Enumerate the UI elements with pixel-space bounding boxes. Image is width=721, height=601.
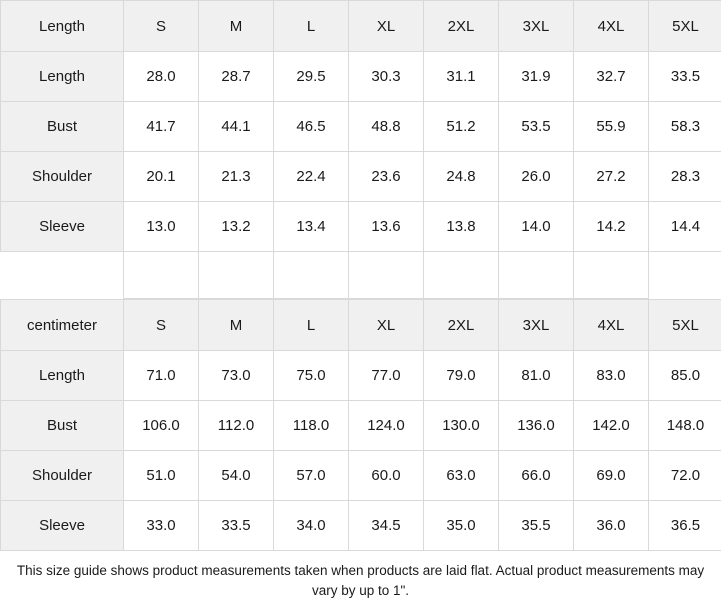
cell: 46.5: [274, 102, 349, 152]
cell: 14.4: [649, 202, 721, 252]
cell: 136.0: [499, 401, 574, 451]
spacer-cell: [124, 252, 199, 299]
table-header-row: [1, 300, 721, 351]
column-header-5xl: 5XL: [649, 300, 721, 351]
row-label: Sleeve: [1, 202, 124, 252]
spacer-cell: [649, 252, 721, 299]
cell: 34.5: [349, 501, 424, 551]
cell: 142.0: [574, 401, 649, 451]
cell: 36.0: [574, 501, 649, 551]
column-header-l: L: [274, 1, 349, 52]
column-header-2xl: 2XL: [424, 1, 499, 52]
cell: 27.2: [574, 152, 649, 202]
cell: 44.1: [199, 102, 274, 152]
table-row: [1, 102, 721, 152]
unit-label-inches: Length: [1, 1, 124, 52]
spacer-cell: [424, 252, 499, 299]
spacer-cell: [574, 252, 649, 299]
cell: 148.0: [649, 401, 721, 451]
cell: 36.5: [649, 501, 721, 551]
cell: 118.0: [274, 401, 349, 451]
column-header-s: S: [124, 1, 199, 52]
cell: 34.0: [274, 501, 349, 551]
cell: 24.8: [424, 152, 499, 202]
column-header-m: M: [199, 1, 274, 52]
table-row: [1, 202, 721, 252]
table-spacer-row: [1, 252, 721, 299]
spacer-cell: [199, 252, 274, 299]
table-row: [1, 52, 721, 102]
cell: 41.7: [124, 102, 199, 152]
column-header-s: S: [124, 300, 199, 351]
cell: 23.6: [349, 152, 424, 202]
cell: 31.9: [499, 52, 574, 102]
cell: 55.9: [574, 102, 649, 152]
cell: 35.5: [499, 501, 574, 551]
column-header-4xl: 4XL: [574, 1, 649, 52]
cell: 30.3: [349, 52, 424, 102]
cell: 51.2: [424, 102, 499, 152]
column-header-xl: XL: [349, 1, 424, 52]
cell: 13.4: [274, 202, 349, 252]
column-header-xl: XL: [349, 300, 424, 351]
cell: 72.0: [649, 451, 721, 501]
row-label: Bust: [1, 102, 124, 152]
row-label: Sleeve: [1, 501, 124, 551]
cell: 63.0: [424, 451, 499, 501]
cell: 48.8: [349, 102, 424, 152]
cell: 79.0: [424, 351, 499, 401]
cell: 33.5: [199, 501, 274, 551]
row-label: Bust: [1, 401, 124, 451]
row-label: Shoulder: [1, 152, 124, 202]
column-header-3xl: 3XL: [499, 1, 574, 52]
spacer-cell: [499, 252, 574, 299]
cell: 124.0: [349, 401, 424, 451]
cell: 73.0: [199, 351, 274, 401]
cell: 14.2: [574, 202, 649, 252]
column-header-3xl: 3XL: [499, 300, 574, 351]
cell: 22.4: [274, 152, 349, 202]
column-header-l: L: [274, 300, 349, 351]
table-row: [1, 152, 721, 202]
spacer-cell: [349, 252, 424, 299]
table-header-row: [1, 1, 721, 52]
row-label: Length: [1, 52, 124, 102]
cell: 28.7: [199, 52, 274, 102]
table-row: [1, 451, 721, 501]
cell: 26.0: [499, 152, 574, 202]
cell: 33.5: [649, 52, 721, 102]
cell: 60.0: [349, 451, 424, 501]
cell: 13.2: [199, 202, 274, 252]
cell: 14.0: [499, 202, 574, 252]
cell: 21.3: [199, 152, 274, 202]
cell: 13.6: [349, 202, 424, 252]
column-header-5xl: 5XL: [649, 1, 721, 52]
table-row: [1, 501, 721, 551]
cell: 85.0: [649, 351, 721, 401]
cell: 13.8: [424, 202, 499, 252]
cell: 83.0: [574, 351, 649, 401]
cell: 66.0: [499, 451, 574, 501]
cell: 130.0: [424, 401, 499, 451]
cell: 71.0: [124, 351, 199, 401]
cell: 75.0: [274, 351, 349, 401]
cell: 57.0: [274, 451, 349, 501]
cell: 20.1: [124, 152, 199, 202]
column-header-m: M: [199, 300, 274, 351]
row-label: Shoulder: [1, 451, 124, 501]
cell: 13.0: [124, 202, 199, 252]
spacer-cell: [1, 252, 124, 299]
cell: 106.0: [124, 401, 199, 451]
cell: 31.1: [424, 52, 499, 102]
column-header-2xl: 2XL: [424, 300, 499, 351]
size-table-centimeters: [0, 299, 721, 551]
cell: 54.0: [199, 451, 274, 501]
cell: 58.3: [649, 102, 721, 152]
size-table-inches: [0, 0, 721, 299]
cell: 51.0: [124, 451, 199, 501]
cell: 29.5: [274, 52, 349, 102]
cell: 112.0: [199, 401, 274, 451]
spacer-cell: [274, 252, 349, 299]
cell: 28.3: [649, 152, 721, 202]
cell: 77.0: [349, 351, 424, 401]
cell: 33.0: [124, 501, 199, 551]
row-label: Length: [1, 351, 124, 401]
cell: 69.0: [574, 451, 649, 501]
cell: 35.0: [424, 501, 499, 551]
size-guide-note: This size guide shows product measurements taken when products are laid flat. Actual product measurements may vary by up to 1".: [0, 551, 721, 601]
cell: 32.7: [574, 52, 649, 102]
cell: 28.0: [124, 52, 199, 102]
cell: 81.0: [499, 351, 574, 401]
column-header-4xl: 4XL: [574, 300, 649, 351]
table-row: [1, 351, 721, 401]
table-row: [1, 401, 721, 451]
cell: 53.5: [499, 102, 574, 152]
unit-label-centimeter: centimeter: [1, 300, 124, 351]
